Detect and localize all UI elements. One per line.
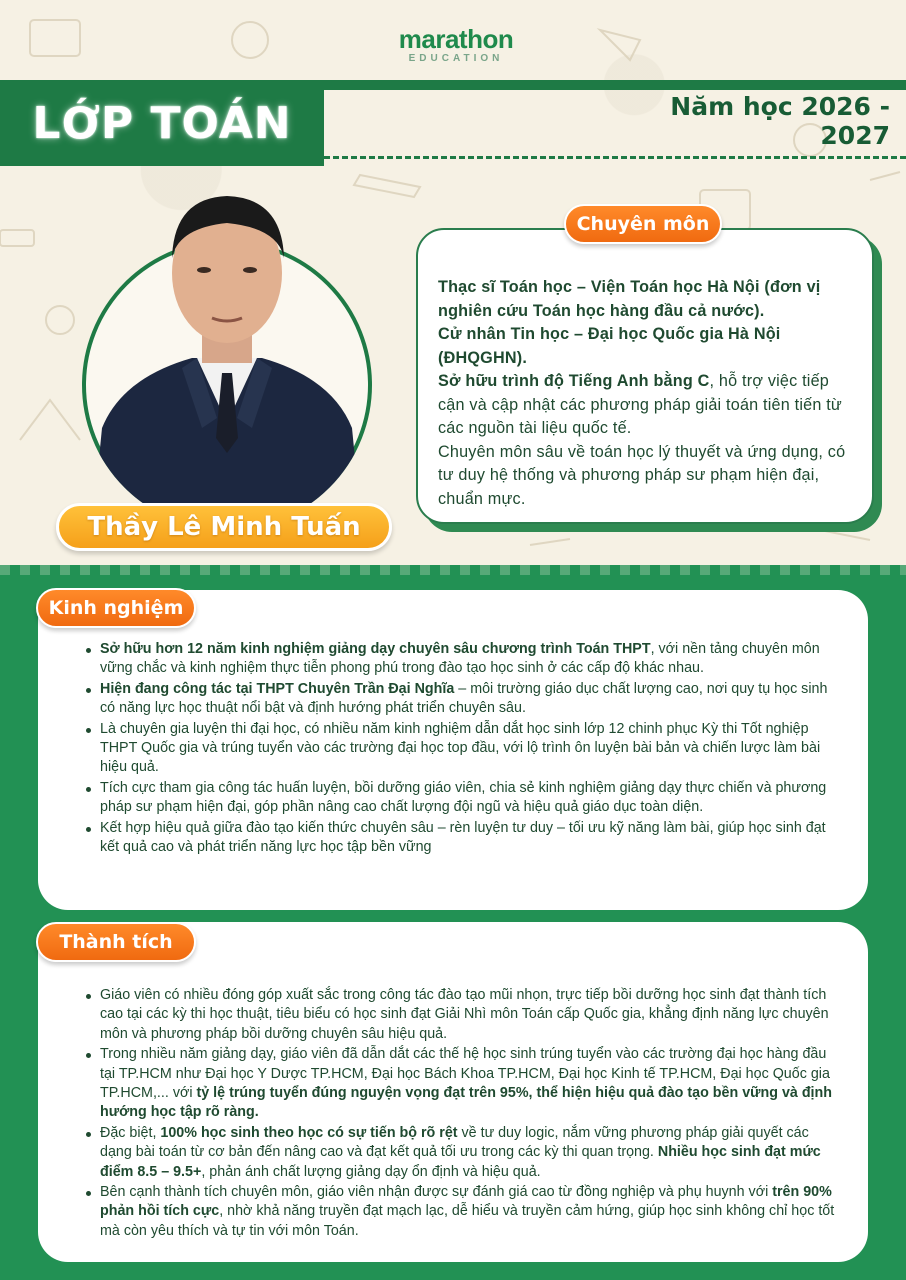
specialty-line-2: Cử nhân Tin học – Đại học Quốc gia Hà Nội (ĐHQGHN). (438, 325, 781, 367)
list-item: Kết hợp hiệu quả giữa đào tạo kiến thức chuyên sâu – rèn luyện tư duy – tối ưu kỹ năng làm bài, giúp học sinh đạt kết quả cao và phát triển năng lực học tập bền vững (86, 819, 844, 858)
brand-logo (386, 24, 526, 64)
specialty-label: Chuyên môn (564, 204, 722, 244)
list-item: Là chuyên gia luyện thi đại học, có nhiều năm kinh nghiệm dẫn dắt học sinh lớp 12 chinh phục Kỳ thi Tốt nghiệp THPT Quốc gia và trúng tuyển vào các trường đại học top đầu, với lộ trình ôn luyện bài bản và chiến lược làm bài hiệu quả. (86, 720, 844, 778)
page-title: LỚP TOÁN (32, 97, 292, 149)
brand-name: marathon (398, 24, 514, 54)
title-band (0, 80, 324, 166)
experience-list (86, 640, 844, 857)
header-rule (324, 80, 906, 90)
list-item: Trong nhiều năm giảng dạy, giáo viên đã dẫn dắt các thế hệ học sinh trúng tuyển vào các trường đại học hàng đầu tại TP.HCM như Đại học Y Dược TP.HCM, Đại học Bách Khoa TP.HCM, Đại học Kinh tế TP.HCM, Đại học Quốc gia TP.HCM,... với tỷ lệ trúng tuyển đúng nguyện vọng đạt trên 95%, thể hiện hiệu quả đào tạo bền vững và định hướng học tập rõ ràng. (86, 1045, 844, 1123)
specialty-line-4: Chuyên môn sâu về toán học lý thuyết và ứng dụng, có tư duy hệ thống và phương pháp sư phạm hiện đại, chuẩn mực. (438, 442, 846, 508)
specialty-line-3-bold: Sở hữu trình độ Tiếng Anh bằng C (438, 372, 710, 390)
list-item: Đặc biệt, 100% học sinh theo học có sự tiến bộ rõ rệt về tư duy logic, nắm vững phương pháp giải quyết các dạng bài toán từ cơ bản đến nâng cao và đạt kết quả tối ưu trong các kỳ thi quan trọng. Nhiều học sinh đạt mức điểm 8.5 – 9.5+, phản ánh chất lượng giảng dạy ổn định và hiệu quả. (86, 1124, 844, 1182)
achievements-list (86, 986, 844, 1241)
experience-card (38, 590, 868, 910)
school-year: Năm học 2026 - 2027 (670, 92, 890, 150)
teacher-portrait (82, 178, 372, 530)
brand-sub: EDUCATION (408, 53, 504, 64)
teacher-name: Thầy Lê Minh Tuấn (87, 512, 361, 542)
specialty-line-1: Thạc sĩ Toán học – Viện Toán học Hà Nội (đơn vị nghiên cứu Toán học hàng đầu cả nước). (438, 278, 821, 320)
specialty-text (438, 276, 852, 511)
achievements-label: Thành tích (36, 922, 196, 962)
experience-label: Kinh nghiệm (36, 588, 196, 628)
list-item: Tích cực tham gia công tác huấn luyện, bồi dưỡng giáo viên, chia sẻ kinh nghiệm giảng dạy thực chiến và phương pháp sư phạm hiện đại, góp phần nâng cao chất lượng đội ngũ và hiệu quả giáo dục toàn diện. (86, 779, 844, 818)
specialty-line-3-rest: , hỗ trợ việc tiếp cận và cập nhật các phương pháp giải toán tiên tiến từ các nguồn tài liệu quốc tế. (438, 372, 842, 437)
list-item: Sở hữu hơn 12 năm kinh nghiệm giảng dạy chuyên sâu chương trình Toán THPT, với nền tảng chuyên môn vững chắc và kinh nghiệm thực tiễn phong phú trong đào tạo học sinh ở các cấp độ khác nhau. (86, 640, 844, 679)
list-item: Bên cạnh thành tích chuyên môn, giáo viên nhận được sự đánh giá cao từ đồng nghiệp và phụ huynh với trên 90% phản hồi tích cực, nhờ khả năng truyền đạt mạch lạc, dễ hiểu và truyền cảm hứng, giúp học sinh không chỉ học tốt mà còn yêu thích và tự tin với môn Toán. (86, 1183, 844, 1241)
teacher-name-badge (56, 503, 392, 551)
achievements-card (38, 922, 868, 1262)
specialty-card (416, 228, 874, 524)
list-item: Hiện đang công tác tại THPT Chuyên Trần Đại Nghĩa – môi trường giáo dục chất lượng cao, nơi quy tụ học sinh có năng lực học thuật nổi bật và định hướng phát triển chuyên sâu. (86, 680, 844, 719)
list-item: Giáo viên có nhiều đóng góp xuất sắc trong công tác đào tạo mũi nhọn, trực tiếp bồi dưỡng học sinh đạt thành tích cao tại các kỳ thi học thuật, tiêu biểu có học sinh đạt Giải Nhì môn Toán cấp Quốc gia, khẳng định năng lực chuyên môn và phương pháp bồi dưỡng chuyên sâu hiệu quả. (86, 986, 844, 1044)
header-dashed-rule (324, 156, 906, 159)
